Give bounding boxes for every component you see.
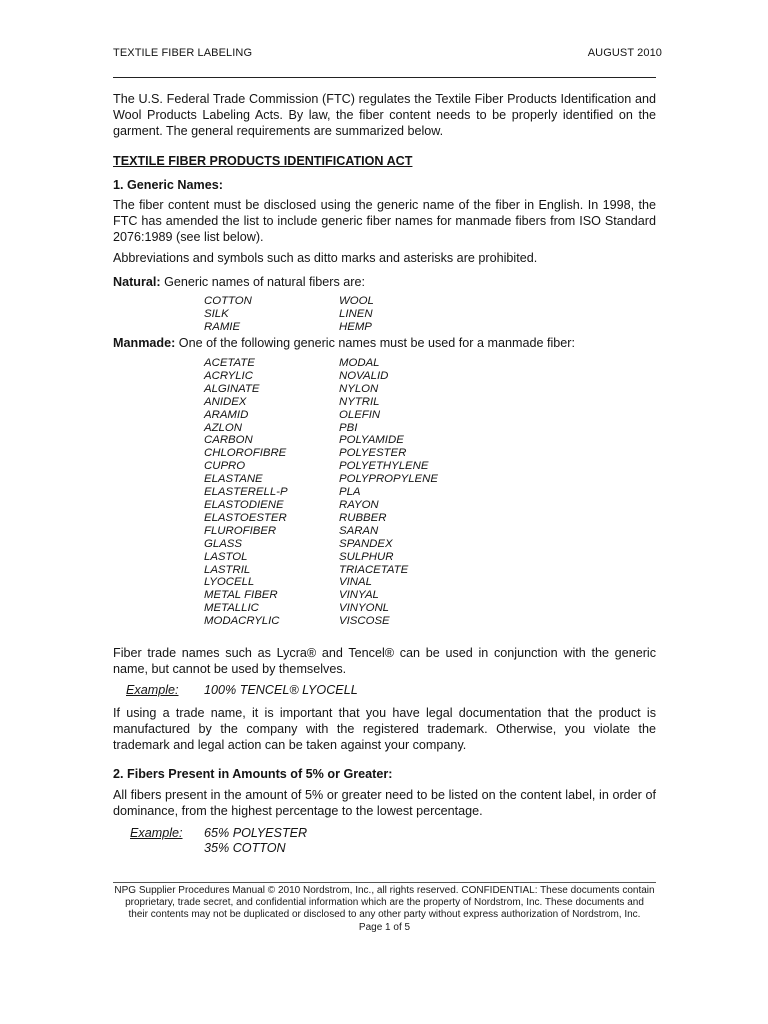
fiber-name: HEMP (339, 320, 372, 333)
fiber-name: PLA (339, 486, 361, 499)
fiber-name: VISCOSE (339, 615, 390, 628)
footer-line-1: NPG Supplier Procedures Manual © 2010 Nordstrom, Inc., all rights reserved. CONFIDENTIAL: These documents contain (114, 885, 655, 896)
trademark-paragraph: If using a trade name, it is important that you have legal documentation that the product is manufactured by the company with the registered trademark. Otherwise, you violate the trademark and legal action can be taken against your company. (113, 706, 656, 752)
example-line-1: 65% POLYESTER (204, 826, 308, 840)
manmade-text: One of the following generic names must be used for a manmade fiber: (175, 336, 575, 350)
example-line-2: 35% COTTON (204, 841, 286, 855)
fiber-name: ACETATE (204, 357, 255, 369)
fiber-name: LINEN (339, 307, 373, 320)
fiber-name: NYLON (339, 382, 379, 395)
fiber-name: POLYESTER (339, 447, 407, 460)
footer-divider (113, 882, 656, 883)
fiber-name: METAL FIBER (204, 589, 278, 602)
fiber-name: LYOCELL (204, 576, 255, 589)
header-divider (113, 77, 656, 78)
fiber-name: RAMIE (204, 320, 241, 333)
natural-label: Natural: (113, 275, 161, 289)
header-title: TEXTILE FIBER LABELING (113, 47, 253, 59)
example-value-1: 100% TENCEL® LYOCELL (204, 683, 358, 697)
fiber-name: MODAL (339, 357, 380, 369)
fiber-name: ACRYLIC (204, 369, 253, 382)
fiber-name: VINAL (339, 576, 372, 589)
fiber-name: METALLIC (204, 602, 259, 615)
fiber-name: COTTON (204, 295, 252, 307)
example-label-2: Example: (130, 826, 183, 840)
fiber-name: WOOL (339, 295, 374, 307)
fiber-name: ELASTERELL-P (204, 486, 288, 499)
fiber-name: SPANDEX (339, 537, 393, 550)
fiber-name: LASTRIL (204, 563, 251, 576)
intro-paragraph: The U.S. Federal Trade Commission (FTC) regulates the Textile Fiber Products Identification and Wool Products Labeling Acts. By law, the fiber content needs to be properly identified on the garment. The general requirements are summarized below. (113, 92, 656, 138)
generic-names-heading: 1. Generic Names: (113, 178, 223, 192)
fiber-name: LASTOL (204, 550, 248, 563)
fiber-name: SULPHUR (339, 550, 394, 563)
manmade-fibers-col1 (204, 357, 288, 628)
example-value-2 (204, 826, 307, 856)
fiber-name: ALGINATE (204, 382, 260, 395)
fiber-name: SILK (204, 307, 229, 320)
generic-names-paragraph: The fiber content must be disclosed using the generic name of the fiber in English. In 1998, the FTC has amended the list to include generic fiber names for manmade fibers from ISO Standard 2076:1989 (see list below). (113, 198, 656, 244)
fiber-name: FLUROFIBER (204, 524, 277, 537)
fiber-name: NYTRIL (339, 395, 380, 408)
fiber-name: CARBON (204, 434, 253, 447)
fiber-name: VINYAL (339, 589, 379, 602)
fiber-name: ELASTODIENE (204, 498, 284, 511)
fiber-name: ARAMID (204, 408, 249, 421)
manmade-line (113, 335, 656, 351)
fiber-name: CUPRO (204, 460, 246, 473)
footer (113, 885, 656, 934)
natural-fibers-col1 (204, 295, 252, 334)
fiber-name: PBI (339, 421, 358, 434)
natural-fibers-col2 (339, 295, 374, 334)
fiber-name: POLYPROPYLENE (339, 473, 438, 486)
fiber-name: AZLON (204, 421, 242, 434)
fiber-name: OLEFIN (339, 408, 381, 421)
fiber-name: POLYAMIDE (339, 434, 404, 447)
header-date: AUGUST 2010 (587, 47, 662, 59)
fiber-name: POLYETHYLENE (339, 460, 429, 473)
example-label-1: Example: (126, 683, 179, 697)
fiber-name: NOVALID (339, 369, 389, 382)
fiber-name: ELASTANE (204, 473, 263, 486)
fiber-name: RAYON (339, 498, 379, 511)
page-number: Page 1 of 5 (358, 921, 411, 933)
natural-text: Generic names of natural fibers are: (160, 275, 365, 289)
fiber-name: TRIACETATE (339, 563, 409, 576)
footer-line-2: proprietary, trade secret, and confidential information which are the property of Nordstrom, Inc. These documents and (125, 897, 644, 909)
manmade-fibers-col2 (339, 357, 438, 628)
fiber-name: VINYONL (339, 602, 390, 615)
natural-line (113, 274, 656, 290)
footer-line-3: their contents may not be duplicated or disclosed to any other party without express authorization of Nordstrom, Inc. (128, 909, 641, 921)
fiber-name: MODACRYLIC (204, 615, 280, 628)
fibers-present-heading: 2. Fibers Present in Amounts of 5% or Greater: (113, 767, 393, 781)
fiber-name: ELASTOESTER (204, 511, 287, 524)
manmade-label: Manmade: (113, 336, 176, 350)
fiber-name: ANIDEX (204, 395, 247, 408)
section-title: TEXTILE FIBER PRODUCTS IDENTIFICATION ACT (113, 154, 413, 168)
fiber-name: RUBBER (339, 511, 387, 524)
fiber-name: SARAN (339, 524, 379, 537)
trade-names-paragraph: Fiber trade names such as Lycra® and Tencel® can be used in conjunction with the generic name, but cannot be used by themselves. (113, 646, 656, 676)
abbreviations-paragraph: Abbreviations and symbols such as ditto marks and asterisks are prohibited. (113, 251, 538, 265)
fiber-name: GLASS (204, 537, 242, 550)
fibers-present-paragraph: All fibers present in the amount of 5% or greater need to be listed on the content label, in order of dominance, from the highest percentage to the lowest percentage. (113, 788, 656, 818)
fiber-name: CHLOROFIBRE (204, 447, 287, 460)
